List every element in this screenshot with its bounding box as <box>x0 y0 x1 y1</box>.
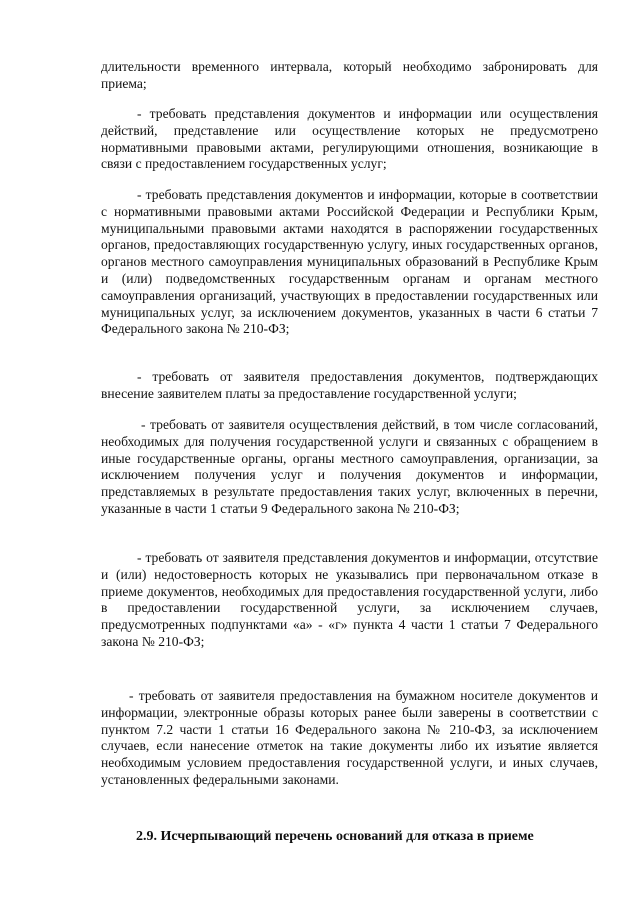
paragraph-no-documents-in-possession <box>101 187 598 338</box>
paragraph-text: - требовать от заявителя осуществления действий, в том числе согласований, необходимых для получения государственной услуги и связанных с обращением в иные государственные органы, органы местного самоуправления, организации, за исключением получения услуг и получения документов и информации, представляемых в результате предоставления таких услуг, включенных в перечни, указанные в части 1 статьи 9 Федерального закона № 210-ФЗ; <box>101 417 598 516</box>
paragraph-text: - требовать представления документов и информации, которые в соответствии с нормативными правовыми актами Российской Федерации и Республики Крым, муниципальными правовыми актами находятся в распоряжении государственных органов, предоставляющих государственную услугу, иных государственных органов, органов местного самоуправления муниципальных образований в Республике Крым и (или) подведомственных государственным органам и органам местного самоуправления организаций, участвующих в предоставлении государственных или муниципальных услуг, за исключением документов, указанных в части 6 статьи 7 Федерального закона № 210-ФЗ; <box>101 187 598 337</box>
paragraph-text: - требовать от заявителя представления документов и информации, отсутствие и (или) недостоверность которых не указывались при первоначальном отказе в приеме документов, необходимых для предоставления государственной услуги, либо в предоставлении государственной услуги, за исключением случаев, предусмотренных подпунктами «а» - «г» пункта 4 части 1 статьи 7 Федерального закона № 210-ФЗ; <box>101 550 598 649</box>
paragraph-text: длительности временного интервала, который необходимо забронировать для приема; <box>101 59 598 91</box>
paragraph-no-extra-actions <box>101 106 598 173</box>
paragraph-no-paper-copies <box>101 688 598 789</box>
paragraph-no-approvals <box>101 417 598 518</box>
section-heading: 2.9. Исчерпывающий перечень оснований для отказа в приеме <box>136 829 534 844</box>
paragraph-no-payment-proof <box>101 369 598 403</box>
paragraph-interval-continuation <box>101 59 598 93</box>
paragraph-text: - требовать представления документов и информации или осуществления действий, представление или осуществление которых не предусмотрено нормативными правовыми актами, регулирующими отношения, возникающие в связи с предоставлением государственных услуг; <box>101 106 598 172</box>
paragraph-no-unstated-documents <box>101 550 598 651</box>
paragraph-text: - требовать от заявителя предоставления документов, подтверждающих внесение заявителем платы за предоставление государственной услуги; <box>101 369 598 401</box>
paragraph-text: - требовать от заявителя предоставления на бумажном носителе документов и информации, электронные образы которых ранее были заверены в соответствии с пунктом 7.2 части 1 статьи 16 Федерального закона № 210-ФЗ, за исключением случаев, если нанесение отметок на такие документы либо их изъятие является необходимым условием предоставления государственной услуги, и иных случаев, установленных федеральными законами. <box>101 688 598 787</box>
